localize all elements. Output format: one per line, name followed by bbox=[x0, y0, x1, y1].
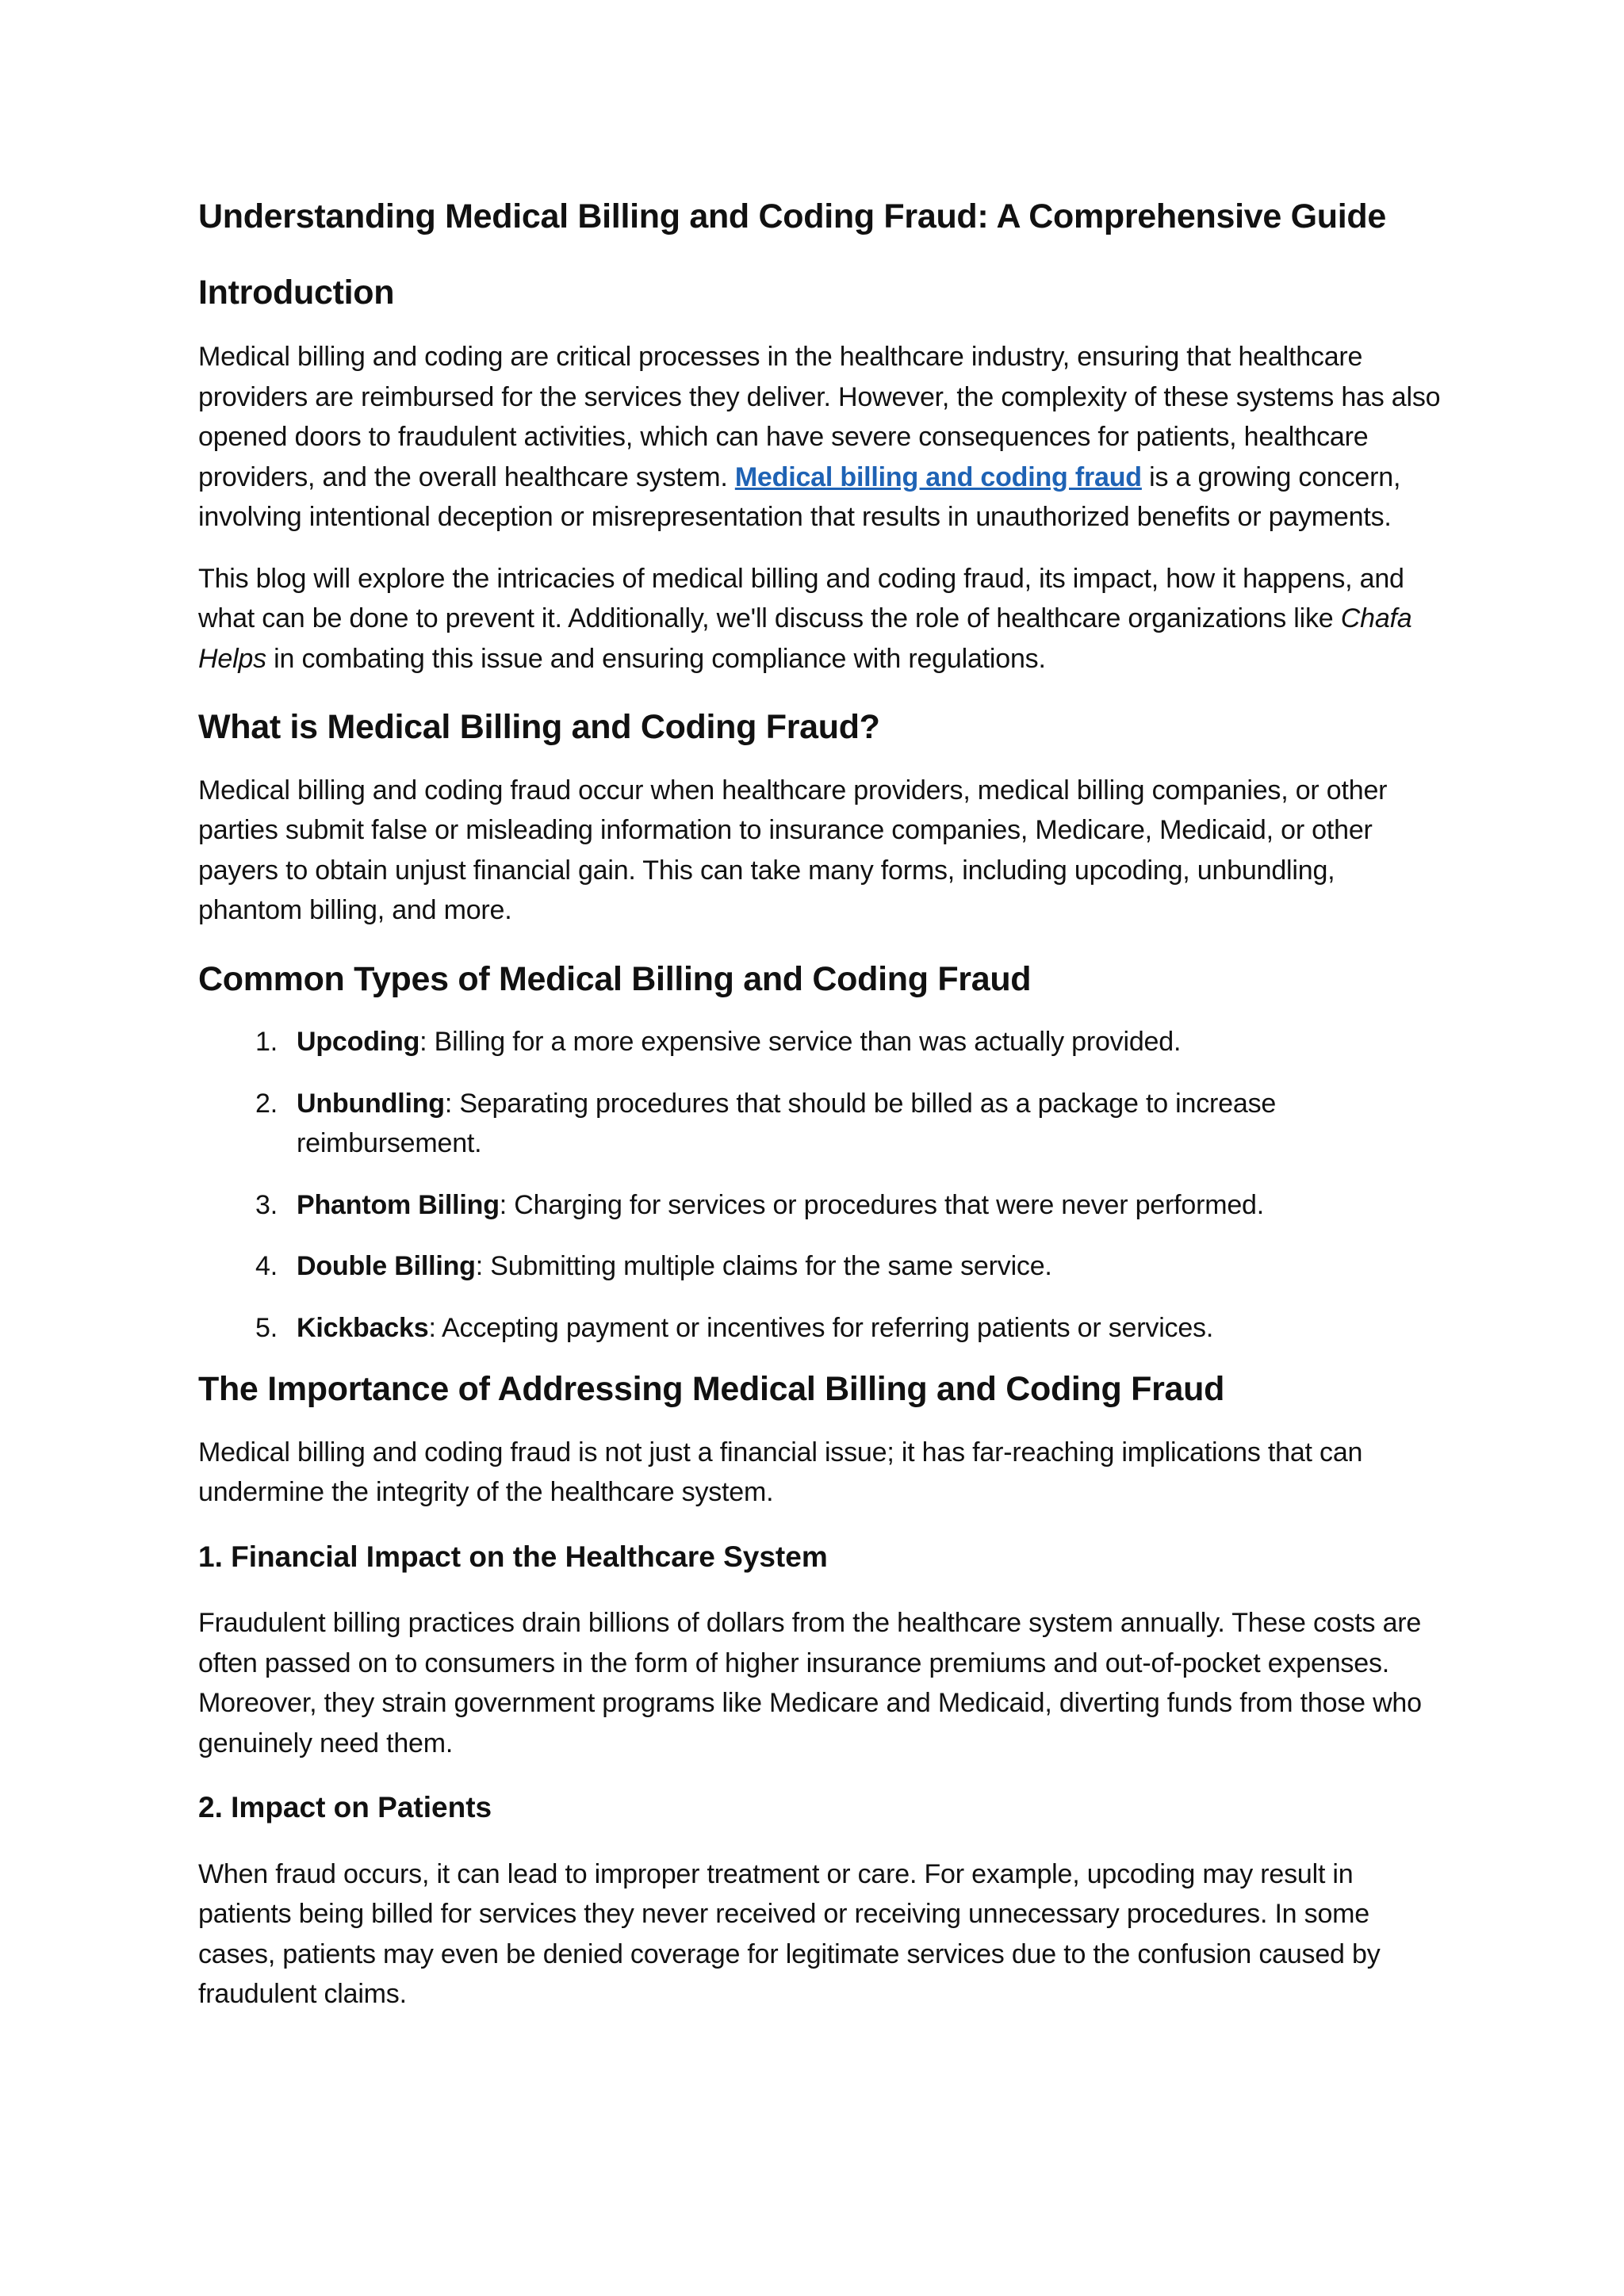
list-item bbox=[198, 1246, 1443, 1287]
list-item-number: 2. bbox=[255, 1088, 278, 1119]
list-item-description: : Charging for services or procedures that were never performed. bbox=[499, 1189, 1264, 1220]
list-item-description: : Accepting payment or incentives for referring patients or services. bbox=[428, 1312, 1214, 1343]
intro-p1-text-after-link: is a growing concern, involving intentional deception or misrepresentation that results in unauthorized benefits or payments. bbox=[198, 461, 1401, 533]
document-page bbox=[198, 197, 1443, 2036]
list-item bbox=[198, 1084, 1443, 1164]
fraud-types-list bbox=[198, 1022, 1443, 1348]
patient-impact-paragraph: When fraud occurs, it can lead to improper treatment or care. For example, upcoding may result in patients being billed for services they never received or receiving unnecessary procedures. In some cases, patients may even be denied coverage for legitimate services due to the confusion caused by fraudulent claims. bbox=[198, 1858, 1381, 2010]
organization-name: Chafa Helps bbox=[198, 603, 1412, 674]
list-item-description: : Submitting multiple claims for the same service. bbox=[475, 1251, 1052, 1282]
list-item-term: Upcoding bbox=[297, 1027, 420, 1058]
importance-paragraph: Medical billing and coding fraud is not just a financial issue; it has far-reaching implications that can undermine the integrity of the healthcare system. bbox=[198, 1437, 1363, 1508]
list-item bbox=[198, 1308, 1443, 1349]
list-item-term: Kickbacks bbox=[297, 1312, 429, 1343]
list-item-body bbox=[297, 1246, 1443, 1287]
list-item-term: Double Billing bbox=[297, 1251, 476, 1282]
intro-p2-text-before-org: This blog will explore the intricacies of medical billing and coding fraud, its impact, how it happens, and what can be done to prevent it. Additionally, we'll discuss the role of healthcare organizations like bbox=[198, 563, 1404, 634]
list-item bbox=[198, 1022, 1443, 1062]
what-is-heading: What is Medical Billing and Coding Fraud? bbox=[198, 708, 880, 747]
financial-impact-heading: 1. Financial Impact on the Healthcare System bbox=[198, 1540, 828, 1573]
list-item-description: : Billing for a more expensive service than was actually provided. bbox=[419, 1027, 1182, 1058]
list-item-term: Unbundling bbox=[297, 1088, 445, 1119]
list-item bbox=[198, 1185, 1443, 1226]
introduction-heading: Introduction bbox=[198, 273, 395, 312]
intro-paragraph-2 bbox=[198, 559, 1443, 679]
list-item-number: 4. bbox=[255, 1251, 278, 1282]
common-types-heading: Common Types of Medical Billing and Coding Fraud bbox=[198, 959, 1032, 998]
financial-impact-paragraph: Fraudulent billing practices drain billions of dollars from the healthcare system annually. These costs are often passed on to consumers in the form of higher insurance premiums and out-of-pocket expenses. Moreover, they strain government programs like Medicare and Medicaid, diverting funds from those who genuinely need them. bbox=[198, 1608, 1422, 1758]
what-is-paragraph: Medical billing and coding fraud occur when healthcare providers, medical billing companies, or other parties submit false or misleading information to insurance companies, Medicare, Medicaid, or other payers to obtain unjust financial gain. This can take many forms, including upcoding, unbundling, phantom billing, and more. bbox=[198, 775, 1388, 926]
intro-p2-text-after-org: in combating this issue and ensuring compliance with regulations. bbox=[266, 643, 1046, 674]
intro-p1-text-before-link: Medical billing and coding are critical processes in the healthcare industry, ensuring that healthcare providers are reimbursed for the services they deliver. However, the complexity of these systems has also opened doors to fraudulent activities, which can have severe consequences for patients, healthcare providers, and the overall healthcare system. bbox=[198, 342, 1441, 492]
fraud-article-link[interactable]: Medical billing and coding fraud bbox=[734, 461, 1142, 492]
importance-heading: The Importance of Addressing Medical Billing and Coding Fraud bbox=[198, 1370, 1225, 1409]
list-item-body bbox=[297, 1185, 1443, 1226]
list-item-description: : Separating procedures that should be billed as a package to increase reimbursement. bbox=[297, 1088, 1277, 1159]
patient-impact-heading: 2. Impact on Patients bbox=[198, 1791, 492, 1824]
list-item-number: 1. bbox=[255, 1027, 278, 1058]
document-title: Understanding Medical Billing and Coding Fraud: A Comprehensive Guide bbox=[198, 197, 1386, 235]
list-item-body bbox=[297, 1022, 1443, 1062]
intro-paragraph-1 bbox=[198, 337, 1443, 538]
list-item-body bbox=[297, 1084, 1443, 1164]
list-item-body bbox=[297, 1308, 1443, 1349]
list-item-number: 3. bbox=[255, 1189, 278, 1220]
list-item-term: Phantom Billing bbox=[297, 1189, 500, 1220]
list-item-number: 5. bbox=[255, 1312, 278, 1343]
